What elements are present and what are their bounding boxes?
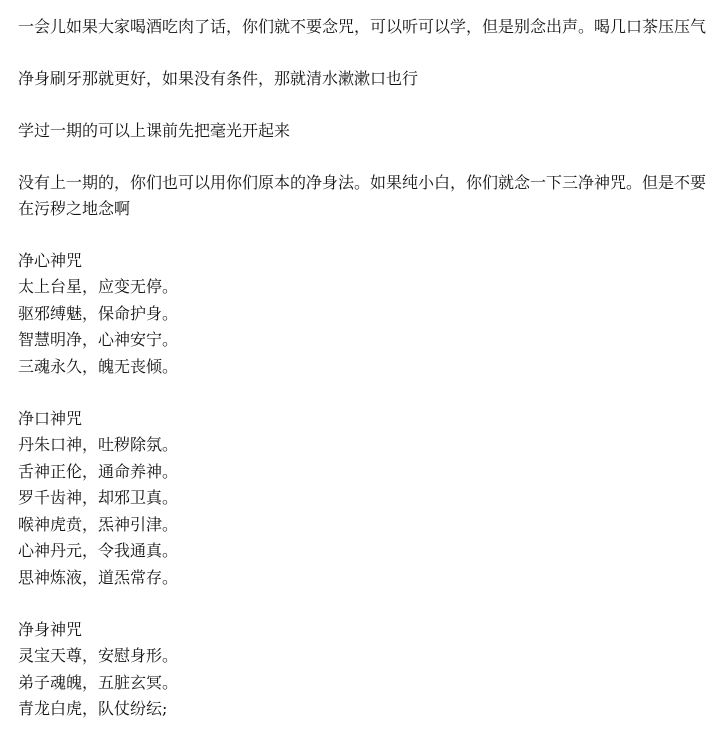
mantra-line: 丹朱口神，吐秽除氛。 xyxy=(18,435,179,454)
mantra-title: 净口神咒 xyxy=(18,409,83,428)
mantra-line: 思神炼液，道炁常存。 xyxy=(18,567,179,587)
mantra-line: 太上台星，应变无停。 xyxy=(18,277,179,296)
mantra-title: 净身神咒 xyxy=(18,620,83,639)
mantra-line: 喉神虎贲，炁神引津。 xyxy=(18,514,179,534)
paragraph-beginner-note: 没有上一期的，你们也可以用你们原本的净身法。如果纯小白，你们就念一下三净神咒。但是不要在污秽之地念啊 xyxy=(18,173,707,218)
mantra-line: 心神丹元，令我通真。 xyxy=(18,541,179,560)
mantra-line: 舌神正伦，通命养神。 xyxy=(18,461,179,481)
mantra-line: 智慧明净，心神安宁。 xyxy=(18,330,179,349)
paragraph-cleansing-note: 净身刷牙那就更好，如果没有条件，那就清水漱漱口也行 xyxy=(18,69,419,88)
mantra-title: 净心神咒 xyxy=(18,251,83,270)
mantra-section-heart xyxy=(18,248,721,380)
paragraph-haoguang-note: 学过一期的可以上课前先把毫光开起来 xyxy=(18,121,291,140)
mantra-line: 弟子魂魄，五脏玄冥。 xyxy=(18,672,179,692)
paragraph-drinking-note: 一会儿如果大家喝酒吃肉了话，你们就不要念咒，可以听可以学，但是别念出声。喝几口茶压压气 xyxy=(18,17,707,36)
mantra-line: 青龙白虎，队仗纷纭; xyxy=(18,699,168,718)
mantra-section-mouth xyxy=(18,406,721,591)
mantra-line: 灵宝天尊，安慰身形。 xyxy=(18,646,179,665)
mantra-section-body xyxy=(18,617,721,723)
mantra-line: 驱邪缚魅，保命护身。 xyxy=(18,303,179,323)
mantra-line: 三魂永久，魄无丧倾。 xyxy=(18,356,179,376)
mantra-line: 罗千齿神，却邪卫真。 xyxy=(18,488,179,507)
